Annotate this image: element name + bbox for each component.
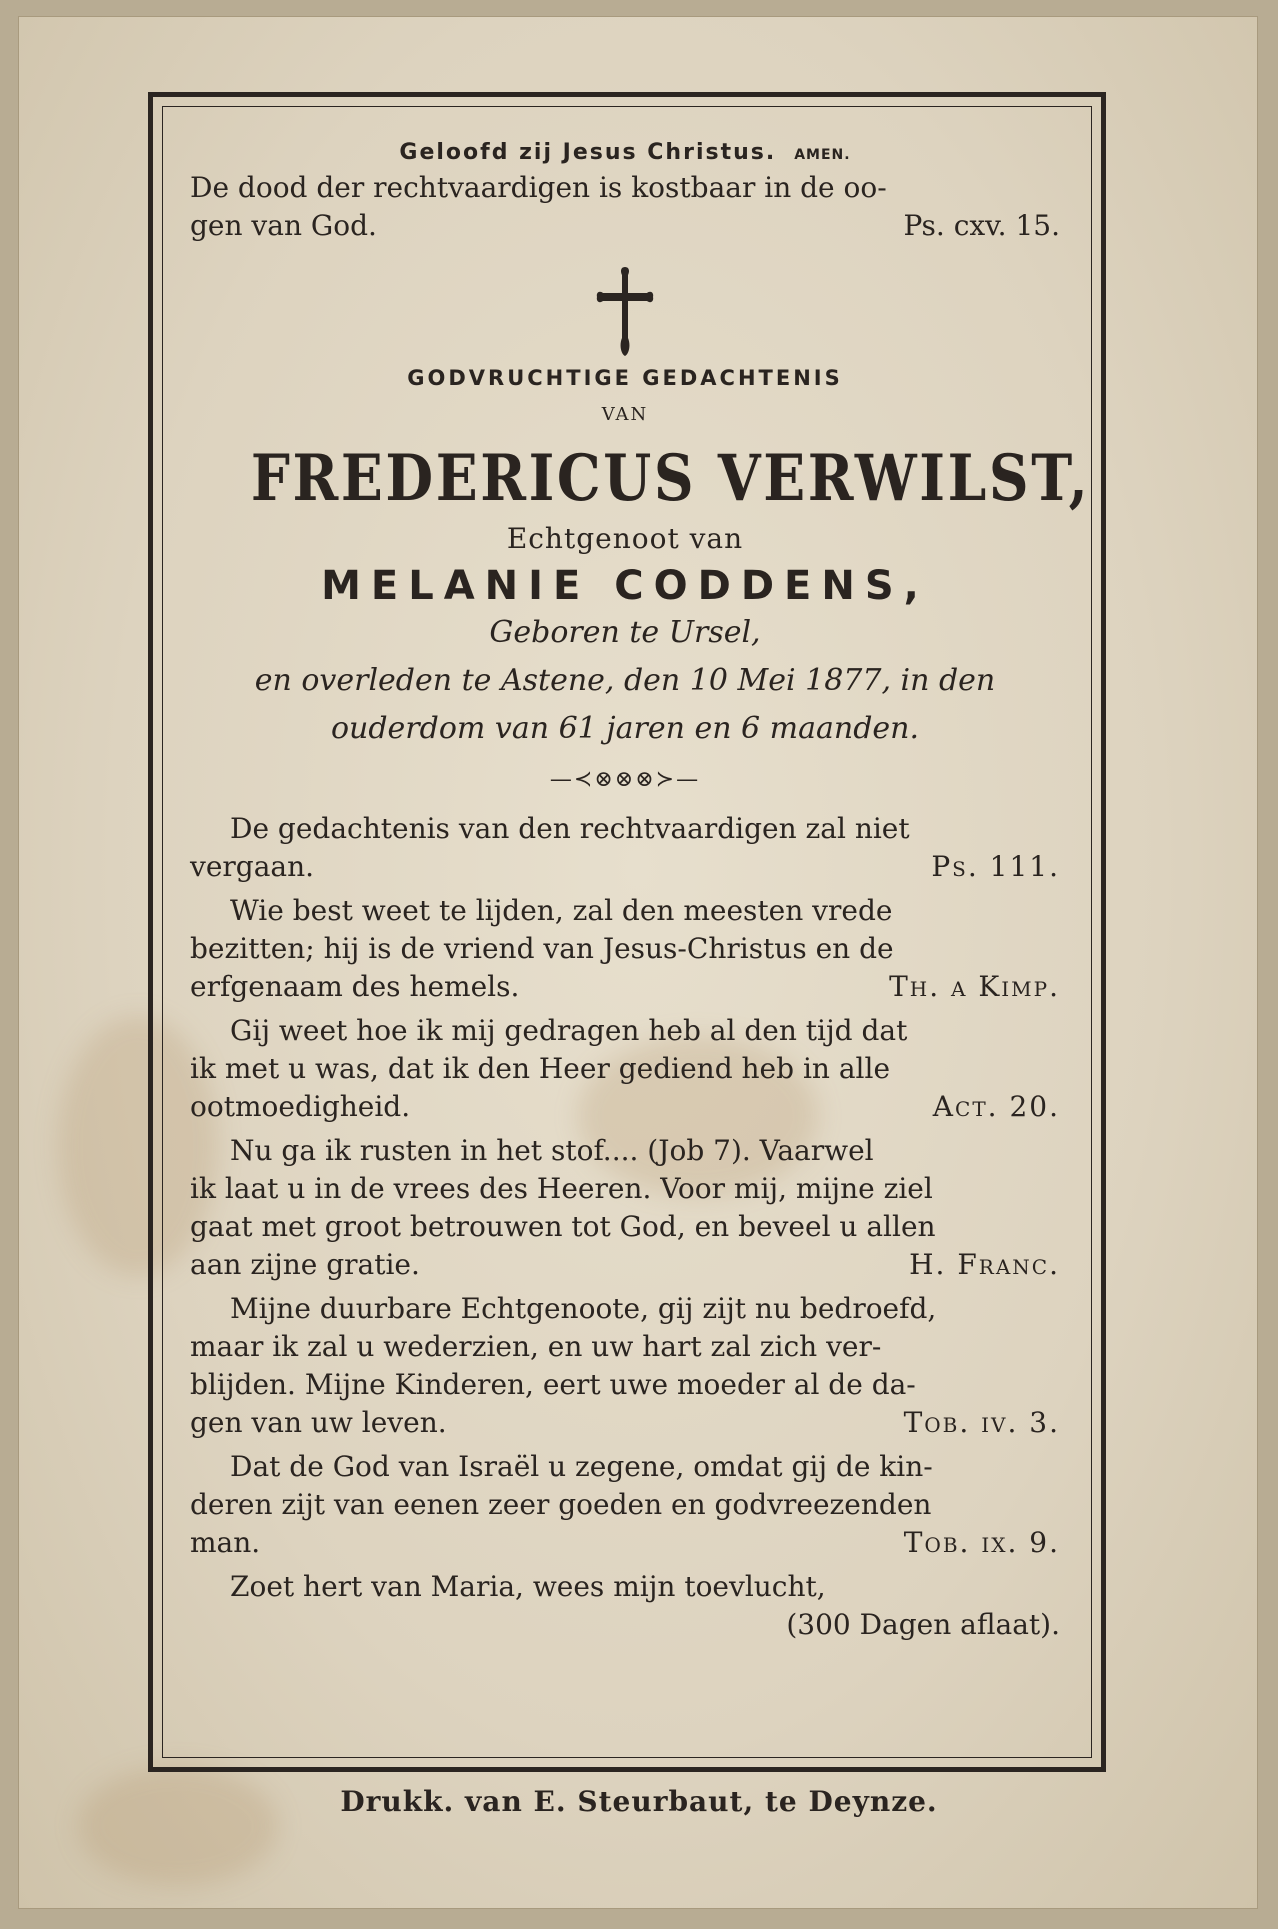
quote-line: gaat met groot betrouwen tot God, en beveel u allen [190,1210,936,1243]
printer-imprint: Drukk. van E. Steurbaut, te Deynze. [340,1785,938,1818]
quote-line: bezitten; hij is de vriend van Jesus-Christus en de [190,932,894,965]
header-invocation [190,140,1060,165]
scripture-quote [190,1290,1060,1442]
quote-line: deren zijt van eenen zeer goeden en godvreezenden [190,1488,932,1521]
quote-text: gen van uw leven. [190,1406,447,1439]
quote-line: Mijne duurbare Echtgenoote, gij zijt nu bedroefd, [230,1292,937,1325]
quote-text: man. [190,1526,261,1559]
quote-reference: Tob. ix. 9. [903,1526,1060,1559]
quote-line: Wie best weet te lijden, zal den meesten vrede [230,894,893,927]
verse-text: gen van God. [190,209,377,242]
scripture-quote [190,1132,1060,1284]
deceased-name: FREDERICUS VERWILST, [250,441,1091,516]
spouse-label: Echtgenoot van [506,522,744,555]
quote-last-line [190,848,1060,886]
quote-text: ootmoedigheid. [190,1090,411,1123]
header-verse-line [190,207,1060,245]
van-label: VAN [601,404,649,425]
quote-reference: Act. 20. [932,1090,1060,1123]
quote-line: De gedachtenis van den rechtvaardigen zal niet [230,812,910,845]
quote-line: Gij weet hoe ik mij gedragen heb al den tijd dat [230,1014,908,1047]
closing-prayer [190,1568,1060,1644]
quote-reference: Ps. 111. [931,850,1060,883]
verse-reference: Ps. cxv. 15. [903,209,1060,242]
quote-text: vergaan. [190,850,315,883]
death-text: en overleden te Astene, den 10 Mei 1877, in den [254,663,996,698]
quote-line: blijden. Mijne Kinderen, eert uwe moeder al de da- [190,1368,916,1401]
quote-line: ik met u was, dat ik den Heer gediend heb in alle [190,1052,891,1085]
card-content [190,140,1091,1650]
cross-icon [595,263,655,358]
quote-reference: H. Franc. [909,1248,1060,1281]
quote-line: Dat de God van Israël u zegene, omdat gij de kin- [230,1450,933,1483]
quote-reference: Th. a Kimp. [889,970,1060,1003]
invocation-text: Geloofd zij Jesus Christus. [399,140,777,165]
quote-text: erfgenaam des hemels. [190,970,520,1003]
scripture-quote [190,892,1060,1006]
header-verse-line [190,169,1060,207]
quote-line: maar ik zal u wederzien, en uw hart zal zich ver- [190,1330,882,1363]
closing-line: Zoet hert van Maria, wees mijn toevlucht, [230,1570,826,1603]
quote-line: ik laat u in de vrees des Heeren. Voor mij, mijne ziel [190,1172,933,1205]
header-verse [190,169,1060,245]
indulgence-text: (300 Dagen aflaat). [786,1608,1060,1641]
amen-text: AMEN. [794,147,851,163]
quote-last-line [190,1246,1060,1284]
scripture-quote [190,1012,1060,1126]
spouse-name: MELANIE CODDENS, [321,563,929,609]
verse-text: De dood der rechtvaardigen is kostbaar in de oo- [190,171,887,204]
quote-last-line [190,1088,1060,1126]
quote-reference: Tob. iv. 3. [903,1406,1060,1439]
birth-text: Geboren te Ursel, [489,615,761,650]
death-text: ouderdom van 61 jaren en 6 maanden. [330,711,920,746]
quote-last-line [190,1404,1060,1442]
scripture-quote [190,810,1060,886]
quote-line: Nu ga ik rusten in het stof.... (Job 7). Vaarwel [230,1134,874,1167]
quote-last-line [190,1524,1060,1562]
quote-last-line [190,968,1060,1006]
quote-text: aan zijne gratie. [190,1248,420,1281]
quotes [190,810,1060,1562]
ornament-divider: —≺⊗⊗⊗≻— [549,767,701,792]
scripture-quote [190,1448,1060,1562]
memorial-heading: GODVRUCHTIGE GEDACHTENIS [407,366,843,390]
